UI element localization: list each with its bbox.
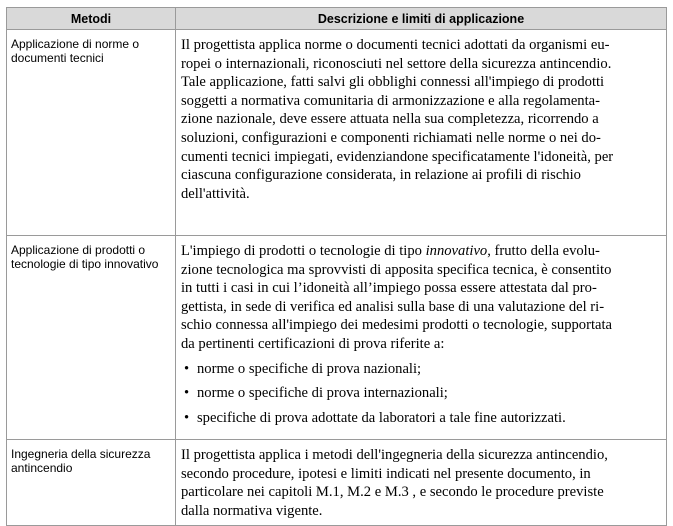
desc-line: Tale applicazione, fatti salvi gli obblighi connessi all'impiego di prodotti (181, 74, 605, 91)
table-row (7, 236, 667, 440)
method-label: Applicazione di norme o documenti tecnici (11, 37, 140, 65)
method-norme (7, 30, 176, 236)
description-paragraph (181, 242, 660, 354)
table-row (7, 440, 667, 526)
description-paragraph (181, 446, 660, 520)
bullet-icon: • (184, 409, 190, 426)
list-item (181, 409, 660, 428)
bullet-list (181, 360, 660, 428)
desc-line: Il progettista applica i metodi dell'ingegneria della sicurezza antincendio, (181, 447, 608, 463)
desc-line: soggetti a normativa comunitaria di armonizzazione e alla regolamenta- (181, 92, 600, 109)
header-methods: Metodi (7, 8, 176, 30)
desc-line: ciascuna configurazione considerata, in relazione ai profili di rischio (181, 167, 581, 184)
method-innovativo (7, 236, 176, 440)
methods-table (6, 7, 667, 526)
desc-line: secondo procedure, ipotesi e limiti indicati nel presente documento, in (181, 465, 591, 482)
desc-line: dalla normativa vigente. (181, 502, 323, 519)
bullet-text: norme o specifiche di prova internazionali; (197, 385, 448, 402)
desc-line: gettista, in sede di verifica ed analisi sulla base di una valutazione del ri- (181, 298, 605, 315)
method-ingegneria (7, 440, 176, 526)
desc-line: particolare nei capitoli M.1, M.2 e M.3 , e secondo le procedure previste (181, 484, 604, 501)
desc-line: in tutti i casi in cui l’idoneità all’impiego possa essere attestata dal pro- (181, 280, 597, 297)
desc-line: Il progettista applica norme o documenti tecnici adottati da organismi eu- (181, 37, 610, 53)
description-ingegneria (176, 440, 667, 526)
table-row (7, 30, 667, 236)
method-label: Ingegneria della sicurezza antincendio (11, 447, 151, 475)
bullet-icon: • (184, 360, 190, 377)
bullet-text: norme o specifiche di prova nazionali; (197, 360, 422, 377)
bullet-text: specifiche di prova adottate da laboratori a tale fine autorizzati. (197, 409, 566, 426)
desc-line: zione nazionale, deve essere attuata nella sua completezza, ricorrendo a (181, 111, 599, 128)
desc-italic-word: innovativo (425, 243, 488, 259)
desc-line: soluzioni, configurazioni e componenti richiamati nelle norme o nei do- (181, 129, 601, 146)
desc-line-suffix: , frutto della evolu- (487, 243, 600, 259)
list-item (181, 360, 660, 379)
description-paragraph (181, 36, 660, 203)
header-description: Descrizione e limiti di applicazione (176, 8, 667, 30)
method-label: Applicazione di prodotti o tecnologie di tipo innovativo (11, 243, 159, 271)
description-innovativo (176, 236, 667, 440)
desc-line: dell'attività. (181, 185, 250, 202)
desc-line: schio connessa all'impiego dei medesimi prodotti o tecnologie, supportata (181, 317, 613, 334)
bullet-icon: • (184, 385, 190, 402)
desc-line: da pertinenti certificazioni di prova riferite a: (181, 335, 445, 352)
desc-line: cumenti tecnici impiegati, evidenziandone specificatamente l'idoneità, per (181, 148, 614, 165)
header-row (7, 8, 667, 30)
description-norme (176, 30, 667, 236)
desc-line: zione tecnologica ma sprovvisti di apposita specifica tecnica, è consentito (181, 261, 612, 278)
desc-line: ropei o internazionali, riconosciuti nel settore della sicurezza antincendio. (181, 55, 612, 72)
list-item (181, 384, 660, 403)
desc-line-prefix: L'impiego di prodotti o tecnologie di tipo (181, 243, 426, 259)
